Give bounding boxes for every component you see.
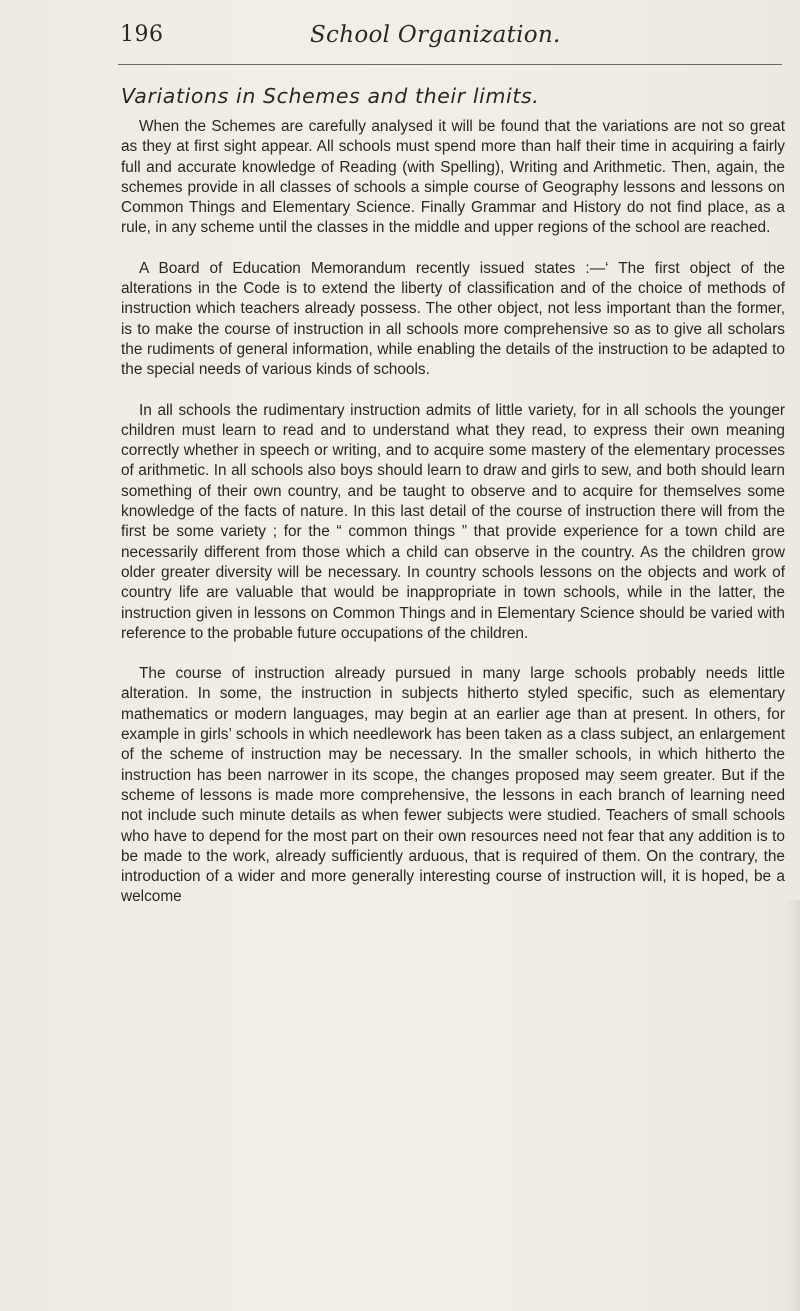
paragraph-1: When the Schemes are carefully analysed it will be found that the variations are not so great as they at first sight appear. All schools must spend more than half their time in acquiring a fairly full and accurate knowledge of Reading (with Spelling), Writing and Arithmetic. Then, again, the schemes provide in all classes of schools a simple course of Geography lessons and lessons on Common Things and Elementary Science. Finally Grammar and History do not find place, as a rule, in any scheme until the classes in the middle and upper regions of the school are reached.: [121, 118, 785, 237]
running-head: [120, 22, 720, 62]
page-edge-shadow: [786, 900, 800, 1311]
section-heading: Variations in Schemes and their limits.: [121, 84, 540, 108]
paragraph-2: A Board of Education Memorandum recently issued states :—‘ The first object of the alterations in the Code is to extend the liberty of classification and of the choice of methods of instruction which teachers already possess. The other object, not less important than the former, is to make the course of instruction in all schools more comprehensive so as to give all scholars the rudiments of general information, while enabling the details of the instruction to be adapted to the special needs of various kinds of schools.: [121, 259, 785, 379]
paragraph-4: The course of instruction already pursued in many large schools probably needs little alteration. In some, the instruction in subjects hitherto styled specific, such as elementary mathematics or modern languages, may begin at an earlier age than at present. In others, for example in girls’ schools in which needlework has been taken as a class subject, an enlargement of the scheme of instruction may be necessary. In the smaller schools, in which hitherto the instruction has been narrower in its scope, the changes proposed may seem greater. But if the scheme of lessons is made more comprehensive, the lessons in each branch of learning need not include such minute details as when fewer subjects were studied. Teachers of small schools who have to depend for the most part on their own resources need not fear that any addition is to be made to the work, already sufficiently arduous, that is required of them. On the contrary, the introduction of a wider and more generally interesting course of instruction will, it is hoped, be a welcome: [121, 665, 785, 906]
body-text: [121, 117, 785, 908]
running-title: School Organization.: [310, 22, 561, 48]
header-rule: [118, 64, 782, 65]
paragraph-3: In all schools the rudimentary instruction admits of little variety, for in all schools the younger children must learn to read and to understand what they read, to express their own meaning correctly whether in speech or writing, and to acquire some mastery of the elementary processes of arithmetic. In all schools also boys should learn to draw and girls to sew, and both should learn something of their own country, and be taught to observe and to acquire for themselves some knowledge of the facts of nature. In this last detail of the course of instruction there will from the first be some variety ; for the “ common things ” that provide experience for a town child are necessarily different from those which a child can observe in the country. As the children grow older greater diversity will be necessary. In country schools lessons on the objects and work of country life are valuable that would be inappropriate in town schools, while in the latter, the instruction given in lessons on Common Things and in Elementary Science should be varied with reference to the probable future occupations of the children.: [121, 401, 785, 642]
page-number: 196: [120, 22, 164, 47]
